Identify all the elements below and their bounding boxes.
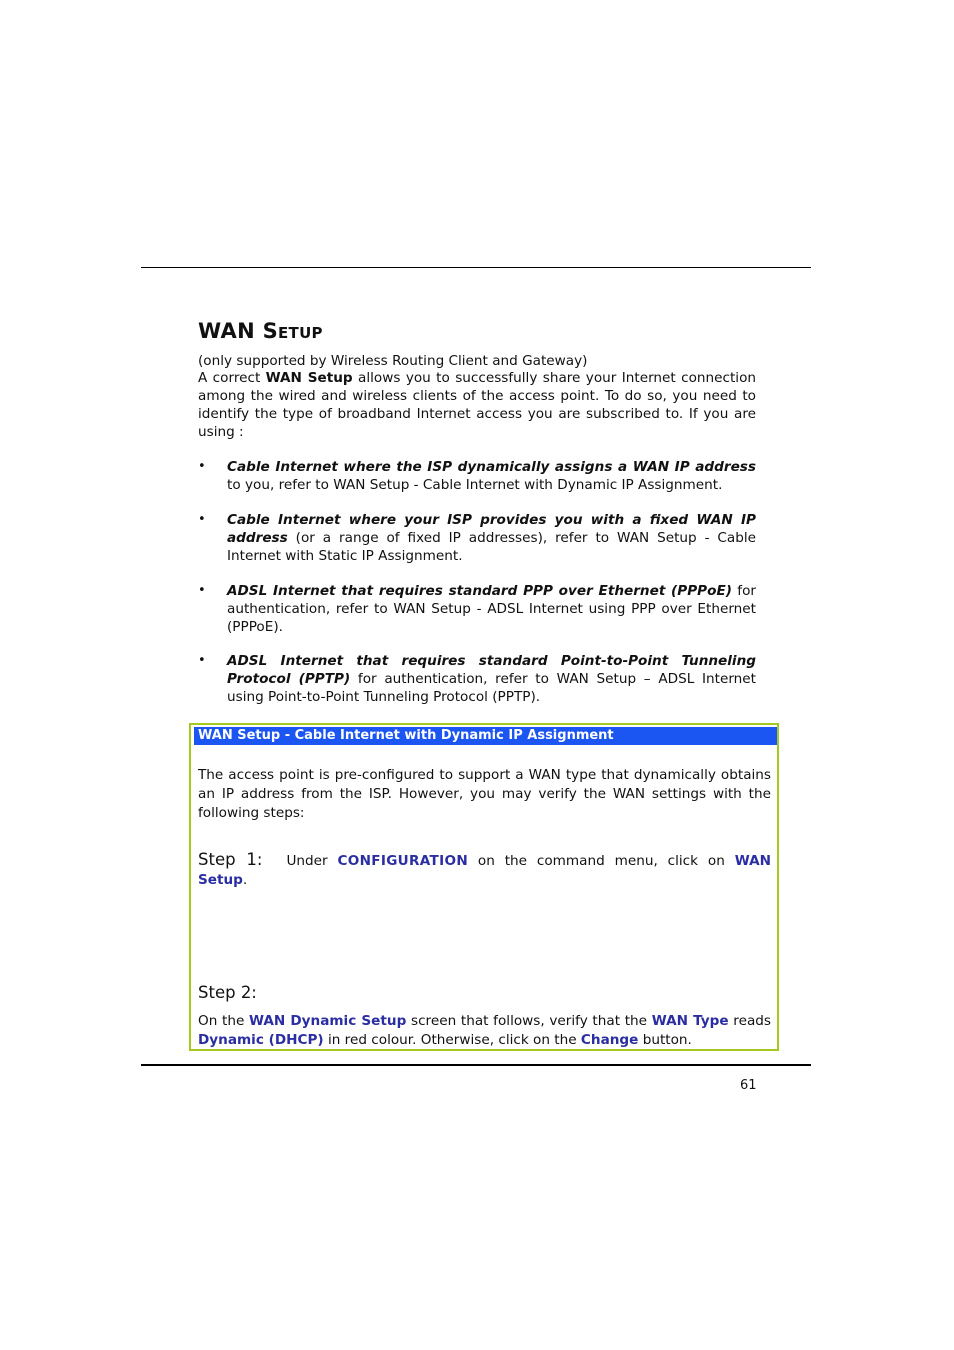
step-2: On the WAN Dynamic Setup screen that follows, verify that the WAN Type reads Dynamic (DHCP) in red colour. Otherwise, click on the Change button.	[198, 1013, 771, 1048]
page-number: 61	[740, 1078, 757, 1093]
bullet-icon: •	[198, 459, 206, 474]
bullet-icon: •	[198, 653, 206, 668]
intro-paragraph: A correct WAN Setup allows you to successfully share your Internet connection among the wired and wireless clients of the access point. To do so, you need to identify the type of broadband Internet access you are subscribed to. If you are using :	[198, 370, 756, 440]
bullet-icon: •	[198, 583, 206, 598]
bullet-icon: •	[198, 512, 206, 527]
step-1: Step 1: Under CONFIGURATION on the command menu, click on WAN Setup.	[198, 850, 771, 888]
box-heading: WAN Setup - Cable Internet with Dynamic IP Assignment	[194, 727, 777, 745]
list-item: • ADSL Internet that requires standard PPP over Ethernet (PPPoE) for authentication, refer to WAN Setup - ADSL Internet using PPP over Ethernet (PPPoE).	[198, 583, 756, 635]
section-title: WAN SETUP	[198, 319, 323, 343]
list-item: • Cable Internet where the ISP dynamically assigns a WAN IP address to you, refer to WAN Setup - Cable Internet with Dynamic IP Assignment.	[198, 459, 756, 493]
section-subtitle: (only supported by Wireless Routing Client and Gateway)	[198, 353, 588, 369]
box-paragraph: The access point is pre-configured to support a WAN type that dynamically obtains an IP address from the ISP. However, you may verify the WAN settings with the following steps:	[198, 767, 771, 821]
step-2-label: Step 2:	[198, 983, 257, 1002]
header-rule	[141, 267, 811, 268]
list-item: • ADSL Internet that requires standard Point-to-Point Tunneling Protocol (PPTP) for authentication, refer to WAN Setup – ADSL Internet using Point-to-Point Tunneling Protocol (PPTP).	[198, 653, 756, 705]
list-item: • Cable Internet where your ISP provides you with a fixed WAN IP address (or a range of fixed IP addresses), refer to WAN Setup - Cable Internet with Static IP Assignment.	[198, 512, 756, 564]
dynamic-ip-box	[189, 723, 779, 1051]
footer-rule	[141, 1064, 811, 1066]
